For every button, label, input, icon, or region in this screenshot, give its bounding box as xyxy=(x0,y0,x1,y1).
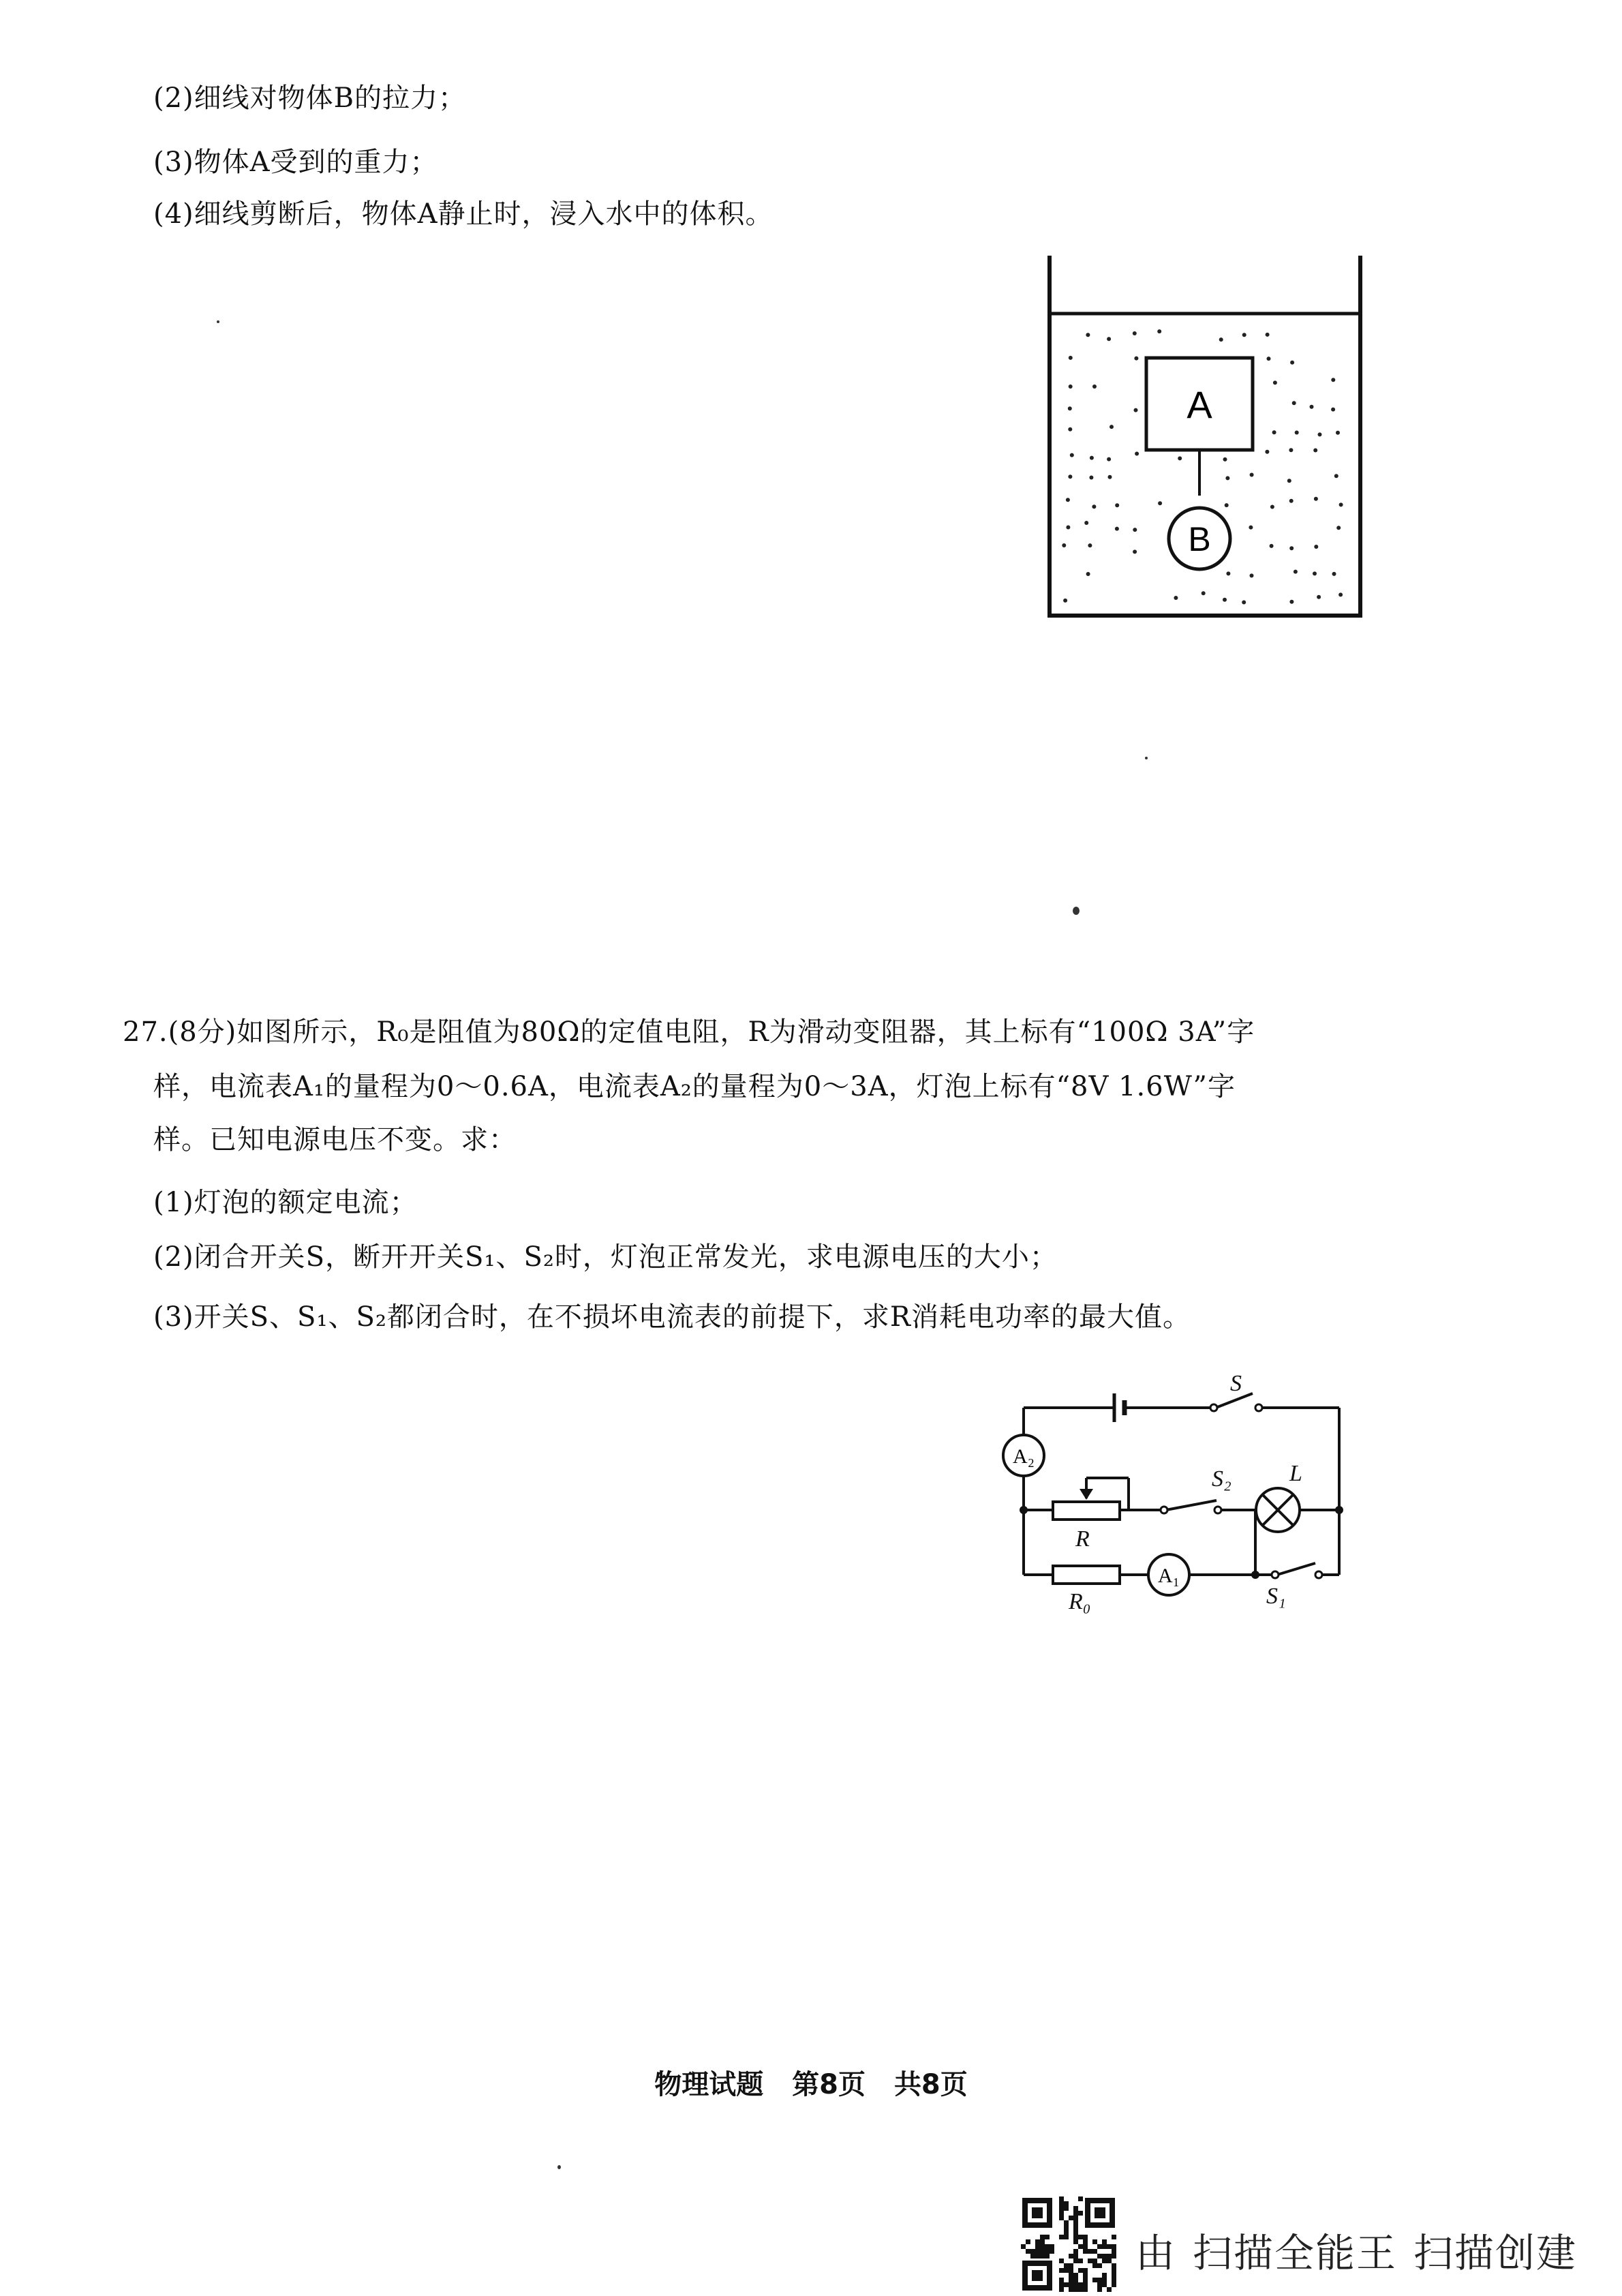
qr-cell xyxy=(1083,2268,1088,2273)
qr-cell xyxy=(1083,2235,1088,2239)
scan-speck xyxy=(1145,757,1148,759)
ammeter-a2-label: A₂ xyxy=(1012,1445,1035,1468)
qr-cell xyxy=(1050,2249,1054,2254)
q27-stem-line-1 xyxy=(123,1013,1255,1051)
water-dot xyxy=(1157,329,1161,333)
water-dot xyxy=(1242,333,1246,337)
qr-cell xyxy=(1069,2287,1073,2292)
water-dot xyxy=(1107,457,1111,462)
qr-cell xyxy=(1112,2254,1116,2259)
qr-cell xyxy=(1045,2235,1050,2239)
q26-item-4: (4)细线剪断后，物体A静止时，浸入水中的体积。 xyxy=(153,198,774,230)
qr-cell xyxy=(1064,2220,1069,2225)
qr-cell xyxy=(1088,2249,1092,2254)
qr-cell xyxy=(1112,2278,1116,2282)
qr-cell xyxy=(1092,2263,1097,2268)
qr-cell xyxy=(1097,2254,1102,2259)
water-dot xyxy=(1250,473,1254,477)
scan-speck xyxy=(217,320,219,323)
water-dot xyxy=(1334,474,1338,478)
water-dot xyxy=(1063,599,1067,603)
watermark-app: 扫描全能王 xyxy=(1193,2230,1398,2276)
water-dot xyxy=(1133,528,1137,532)
qr-cell xyxy=(1102,2254,1107,2259)
water-dot xyxy=(1289,448,1293,452)
water-dot xyxy=(1272,430,1276,434)
water-dot xyxy=(1313,571,1317,575)
water-dot xyxy=(1092,504,1096,509)
qr-cell xyxy=(1045,2244,1050,2249)
water-dot xyxy=(1294,570,1298,574)
qr-cell xyxy=(1059,2235,1064,2239)
qr-cell xyxy=(1073,2254,1078,2259)
water-dot xyxy=(1287,479,1291,483)
qr-cell xyxy=(1097,2282,1102,2287)
qr-cell xyxy=(1064,2235,1069,2239)
qr-cell xyxy=(1107,2244,1112,2249)
water-dot xyxy=(1331,378,1335,382)
qr-cell xyxy=(1112,2249,1116,2254)
water-dot xyxy=(1290,361,1294,365)
qr-cell xyxy=(1078,2268,1083,2273)
qr-cell xyxy=(1073,2278,1078,2282)
qr-cell xyxy=(1045,2254,1050,2259)
qr-cell xyxy=(1073,2216,1078,2220)
q27-sub-3: (3)开关S、S₁、S₂都闭合时，在不损坏电流表的前提下，求R消耗电功率的最大值。 xyxy=(153,1301,1191,1333)
qr-cell xyxy=(1073,2273,1078,2278)
water-dot xyxy=(1178,456,1182,460)
qr-cell xyxy=(1064,2206,1069,2211)
water-dot xyxy=(1134,357,1138,361)
water-dot xyxy=(1336,431,1340,435)
scanner-watermark xyxy=(1135,2221,1593,2278)
water-dot xyxy=(1086,572,1090,576)
qr-cell xyxy=(1045,2249,1050,2254)
qr-cell xyxy=(1097,2244,1102,2249)
qr-cell xyxy=(1083,2287,1088,2292)
water-dot xyxy=(1068,427,1072,432)
qr-cell xyxy=(1035,2249,1040,2254)
water-dot xyxy=(1133,331,1137,335)
water-dot xyxy=(1289,546,1294,550)
water-dot xyxy=(1202,591,1206,595)
qr-cell xyxy=(1092,2278,1097,2282)
switch-s-label: S xyxy=(1230,1371,1242,1396)
qr-cell xyxy=(1069,2278,1073,2282)
water-dot xyxy=(1088,543,1092,547)
qr-cell xyxy=(1059,2259,1064,2263)
q27-sub-2: (2)闭合开关S，断开开关S₁、S₂时，灯泡正常发光，求电源电压的大小； xyxy=(153,1241,1058,1273)
qr-cell xyxy=(1059,2268,1064,2273)
watermark-prefix: 由 xyxy=(1135,2230,1177,2276)
qr-cell xyxy=(1069,2216,1073,2220)
water-dot xyxy=(1066,526,1070,530)
circuit-diagram xyxy=(995,1370,1377,1622)
qr-cell xyxy=(1040,2235,1045,2239)
water-dot xyxy=(1336,526,1341,530)
water-dot xyxy=(1338,592,1343,596)
water-dot xyxy=(1226,571,1230,575)
water-dot xyxy=(1068,406,1072,410)
qr-cell xyxy=(1030,2254,1035,2259)
qr-cell xyxy=(1035,2239,1040,2244)
water-dot xyxy=(1289,499,1294,503)
water-dot xyxy=(1242,601,1246,605)
water-dot xyxy=(1062,543,1066,547)
qr-cell xyxy=(1097,2278,1102,2282)
water-dot xyxy=(1250,573,1254,577)
qr-cell xyxy=(1021,2244,1026,2249)
qr-cell xyxy=(1035,2244,1040,2249)
qr-cell xyxy=(1059,2287,1064,2292)
qr-cell xyxy=(1050,2244,1054,2249)
qr-cell xyxy=(1097,2263,1102,2268)
scan-speck xyxy=(1073,907,1080,915)
qr-cell xyxy=(1112,2268,1116,2273)
switch-s1-label: S₁ xyxy=(1266,1584,1286,1609)
footer-total: 共8页 xyxy=(893,2069,968,2100)
qr-cell xyxy=(1040,2244,1045,2249)
q27-stem-1: 如图所示，R₀是阻值为80Ω的定值电阻，R为滑动变阻器，其上标有“100Ω 3A”字 xyxy=(236,1016,1255,1048)
water-dot xyxy=(1339,502,1343,507)
qr-cell xyxy=(1073,2211,1078,2216)
block-a-label: A xyxy=(1187,383,1212,426)
qr-cell xyxy=(1107,2254,1112,2259)
qr-cell xyxy=(1078,2282,1083,2287)
footer-subject: 物理试题 xyxy=(654,2069,764,2100)
water-dot xyxy=(1115,527,1119,531)
page-footer xyxy=(0,2063,1622,2102)
water-dot xyxy=(1070,453,1074,457)
q27-number: 27. xyxy=(123,1016,168,1048)
qr-cell xyxy=(1078,2259,1083,2263)
qr-cell xyxy=(1078,2235,1083,2239)
water-dot xyxy=(1133,549,1137,554)
beaker-figure xyxy=(1036,256,1363,624)
scan-speck xyxy=(557,2165,561,2169)
water-dot xyxy=(1267,357,1271,361)
qr-cell xyxy=(1059,2216,1064,2220)
qr-cell xyxy=(1112,2235,1116,2239)
water-dot xyxy=(1295,431,1299,435)
qr-cell xyxy=(1073,2259,1078,2263)
water-dot xyxy=(1314,545,1318,549)
water-dot xyxy=(1289,600,1294,604)
qr-cell xyxy=(1088,2259,1092,2263)
water-dot xyxy=(1310,405,1314,409)
qr-cell xyxy=(1040,2239,1045,2244)
qr-code-icon xyxy=(1021,2196,1116,2292)
qr-cell xyxy=(1073,2239,1078,2244)
water-dot xyxy=(1265,450,1269,454)
qr-cell xyxy=(1083,2249,1088,2254)
qr-cell xyxy=(1078,2211,1083,2216)
qr-cell xyxy=(1059,2282,1064,2287)
qr-cell xyxy=(1102,2282,1107,2287)
qr-cell xyxy=(1040,2249,1045,2254)
qr-cell xyxy=(1092,2249,1097,2254)
qr-cell xyxy=(1112,2263,1116,2268)
q26-item-2: (2)细线对物体B的拉力； xyxy=(153,82,467,114)
water-dot xyxy=(1332,572,1336,576)
water-dot xyxy=(1270,544,1274,548)
switch-s2-label: S₂ xyxy=(1212,1466,1231,1492)
qr-cell xyxy=(1059,2206,1064,2211)
qr-cell xyxy=(1073,2206,1078,2211)
water-dot xyxy=(1108,475,1112,479)
qr-cell xyxy=(1059,2211,1064,2216)
qr-cell xyxy=(1083,2273,1088,2278)
water-dot xyxy=(1249,526,1253,530)
qr-cell xyxy=(1069,2273,1073,2278)
water-dot xyxy=(1174,596,1178,600)
water-dot xyxy=(1092,384,1097,389)
qr-cell xyxy=(1040,2254,1045,2259)
qr-cell xyxy=(1073,2282,1078,2287)
qr-cell xyxy=(1092,2239,1097,2244)
water-dot xyxy=(1086,333,1090,337)
q27-sub-1: (1)灯泡的额定电流； xyxy=(153,1187,418,1218)
qr-cell xyxy=(1064,2263,1069,2268)
qr-cell xyxy=(1083,2282,1088,2287)
rheostat-r-label: R xyxy=(1075,1526,1090,1552)
q26-item-3: (3)物体A受到的重力； xyxy=(153,147,438,178)
qr-cell xyxy=(1078,2244,1083,2249)
water-dot xyxy=(1266,333,1270,337)
qr-cell xyxy=(1073,2230,1078,2235)
water-dot xyxy=(1273,380,1277,384)
qr-cell xyxy=(1078,2196,1083,2201)
qr-cell xyxy=(1102,2259,1107,2263)
water-dot xyxy=(1084,521,1088,525)
qr-cell xyxy=(1102,2278,1107,2282)
water-dot xyxy=(1331,408,1335,412)
lamp-l-label: L xyxy=(1289,1461,1302,1486)
qr-cell xyxy=(1069,2254,1073,2259)
q27-stem-line-3: 样。已知电源电压不变。求： xyxy=(153,1124,517,1155)
watermark-suffix: 扫描创建 xyxy=(1413,2230,1578,2276)
resistor-r0-label: R₀ xyxy=(1069,1589,1091,1614)
qr-cell xyxy=(1064,2282,1069,2287)
qr-cell xyxy=(1069,2263,1073,2268)
qr-cell xyxy=(1107,2287,1112,2292)
water-dot xyxy=(1158,501,1162,505)
water-dot xyxy=(1068,474,1072,479)
qr-cell xyxy=(1064,2225,1069,2230)
water-dot xyxy=(1089,476,1093,480)
qr-cell xyxy=(1073,2249,1078,2254)
water-dot xyxy=(1292,401,1296,405)
q27-score: (8分) xyxy=(168,1016,237,1048)
ball-b-label: B xyxy=(1188,520,1211,558)
qr-cell xyxy=(1083,2244,1088,2249)
qr-cell xyxy=(1069,2282,1073,2287)
water-dot xyxy=(1270,505,1274,509)
water-dot xyxy=(1090,456,1094,460)
water-dot xyxy=(1135,452,1139,456)
water-dot xyxy=(1223,598,1227,602)
water-dot xyxy=(1219,337,1223,342)
qr-cell xyxy=(1083,2239,1088,2244)
qr-cell xyxy=(1069,2268,1073,2273)
water-dot xyxy=(1313,449,1317,453)
qr-cell xyxy=(1092,2259,1097,2263)
qr-cell xyxy=(1064,2230,1069,2235)
water-dot xyxy=(1317,595,1321,599)
qr-cell xyxy=(1064,2268,1069,2273)
qr-cell xyxy=(1078,2287,1083,2292)
qr-cell xyxy=(1030,2249,1035,2254)
qr-cell xyxy=(1026,2249,1030,2254)
qr-cell xyxy=(1112,2282,1116,2287)
water-dot xyxy=(1318,432,1322,436)
water-dot xyxy=(1107,337,1111,341)
water-dot xyxy=(1223,457,1227,462)
qr-cell xyxy=(1102,2244,1107,2249)
qr-cell xyxy=(1107,2259,1112,2263)
qr-cell xyxy=(1035,2254,1040,2259)
water-dot xyxy=(1314,497,1318,501)
water-dot xyxy=(1225,476,1229,480)
qr-cell xyxy=(1073,2225,1078,2230)
qr-cell xyxy=(1102,2239,1107,2244)
footer-page: 第8页 xyxy=(792,2069,866,2100)
water-dot xyxy=(1134,408,1138,412)
qr-cell xyxy=(1059,2201,1064,2206)
qr-cell xyxy=(1073,2220,1078,2225)
water-dot xyxy=(1069,356,1073,360)
qr-cell xyxy=(1083,2278,1088,2282)
q27-stem-line-2: 样，电流表A₁的量程为0～0.6A，电流表A₂的量程为0～3A，灯泡上标有“8V 1.6W”字 xyxy=(153,1071,1236,1102)
qr-cell xyxy=(1059,2196,1064,2201)
water-dot xyxy=(1066,498,1070,502)
qr-cell xyxy=(1102,2273,1107,2278)
qr-cell xyxy=(1059,2278,1064,2282)
water-dot xyxy=(1115,503,1119,507)
qr-cell xyxy=(1026,2239,1030,2244)
water-dot xyxy=(1110,425,1114,429)
water-dot xyxy=(1069,384,1073,389)
water-dot xyxy=(1225,503,1229,507)
qr-cell xyxy=(1064,2201,1069,2206)
qr-cell xyxy=(1073,2235,1078,2239)
qr-cell xyxy=(1112,2273,1116,2278)
qr-cell xyxy=(1112,2244,1116,2249)
ammeter-a1-label: A₁ xyxy=(1157,1565,1180,1587)
qr-cell xyxy=(1097,2287,1102,2292)
qr-cell xyxy=(1073,2287,1078,2292)
